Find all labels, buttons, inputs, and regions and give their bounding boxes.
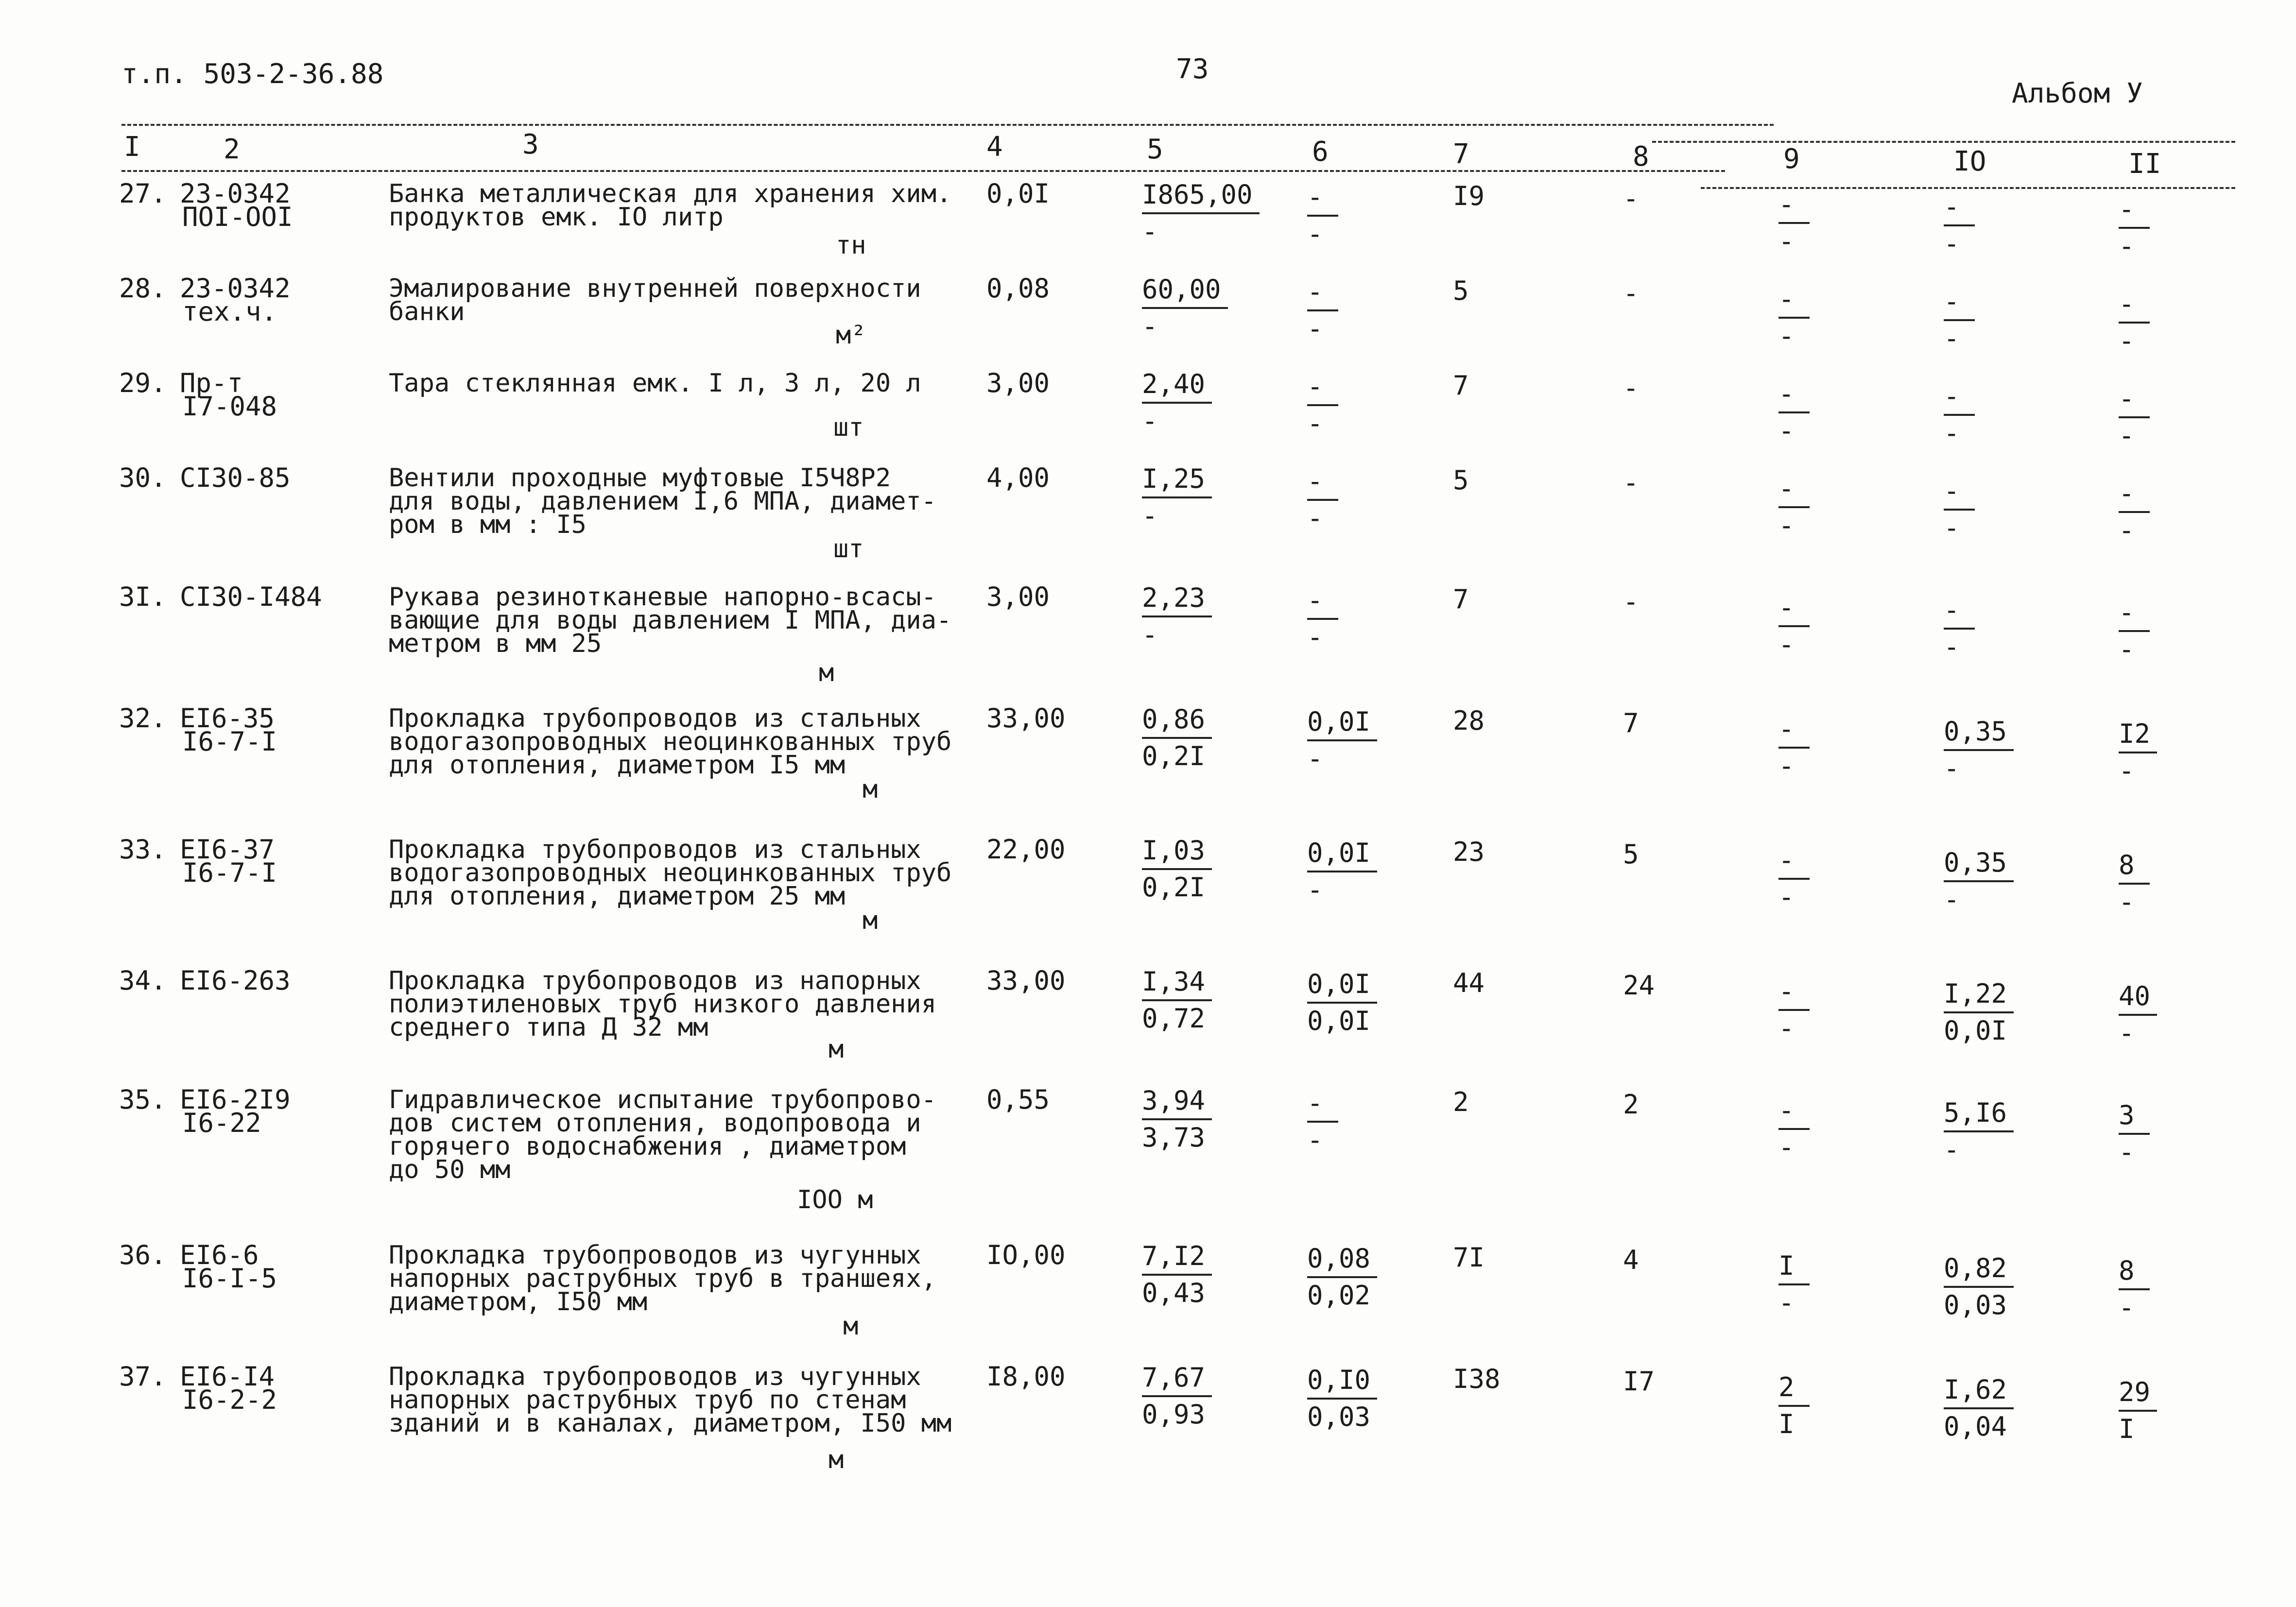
- row-col8: -: [1623, 373, 1639, 403]
- row-col9: [1778, 1093, 1810, 1165]
- row-col10-denominator: -: [1944, 228, 1960, 259]
- row-code: ЕI6-I4: [180, 1361, 275, 1392]
- row-col9-denominator: -: [1778, 882, 1795, 912]
- row-col11: [2119, 717, 2157, 788]
- row-cost-col6-numerator: 0,0I: [1307, 967, 1377, 1004]
- row-code: ЕI6-2I9: [180, 1084, 291, 1115]
- row-col9-denominator: -: [1778, 1287, 1795, 1318]
- row-cost-col6: [1307, 1086, 1338, 1158]
- row-quantity: I8,00: [986, 1361, 1066, 1392]
- row-col11-numerator: 8: [2119, 1253, 2150, 1290]
- row-col10-numerator: -: [1944, 593, 1975, 630]
- row-cost-unit-numerator: 7,I2: [1142, 1239, 1212, 1276]
- row-cost-unit-denominator: 0,72: [1142, 1003, 1206, 1034]
- row-cost-col6-denominator: 0,0I: [1307, 1006, 1371, 1036]
- row-col10-numerator: 0,35: [1944, 714, 2014, 751]
- row-col8: -: [1623, 278, 1639, 308]
- row-unit: м: [863, 906, 878, 935]
- row-cost-unit-denominator: 0,93: [1142, 1399, 1206, 1430]
- row-cost-col6-numerator: 0,I0: [1307, 1363, 1377, 1400]
- row-cost-col6: [1307, 836, 1377, 907]
- row-code: ЕI6-35: [180, 703, 275, 734]
- row-col10-denominator: 0,0I: [1944, 1015, 2007, 1046]
- row-cost-unit-numerator: I865,00: [1142, 177, 1260, 214]
- row-col9-denominator: -: [1778, 1132, 1795, 1163]
- row-col11-numerator: I2: [2119, 717, 2157, 753]
- row-col11-numerator: -: [2119, 381, 2150, 418]
- row-description: Рукава резинотканевые напорно-всасы- вающие для воды давлением I МПА, диа- метром в мм 25: [389, 582, 952, 658]
- row-col7: 7: [1453, 370, 1469, 401]
- row-cost-col6-denominator: -: [1307, 1125, 1323, 1155]
- row-code-secondary: I7-048: [182, 391, 277, 422]
- row-cost-unit-denominator: 0,2I: [1142, 872, 1206, 903]
- row-col9: [1778, 187, 1810, 259]
- row-cost-unit: [1142, 1083, 1212, 1155]
- row-description: Прокладка трубопроводов из напорных полиэтиленовых труб низкого давления среднего типа Д 32 мм: [389, 966, 937, 1042]
- row-cost-col6-denominator: 0,03: [1307, 1402, 1371, 1432]
- row-col11-numerator: 3: [2119, 1098, 2150, 1135]
- row-code: СI30-85: [180, 462, 291, 493]
- row-code-secondary: I6-I-5: [182, 1263, 277, 1294]
- row-cost-unit-numerator: I,25: [1142, 462, 1212, 498]
- row-col11-numerator: 8: [2119, 848, 2150, 885]
- row-cost-col6-numerator: -: [1307, 583, 1338, 620]
- row-col7: 28: [1453, 705, 1485, 736]
- row-col9-denominator: -: [1778, 1013, 1795, 1043]
- row-col8: -: [1623, 586, 1639, 617]
- row-col11: [2119, 595, 2150, 667]
- row-col10: [1944, 845, 2014, 917]
- row-col11: [2119, 192, 2150, 264]
- row-col9-denominator: -: [1778, 415, 1795, 446]
- row-unit: м: [819, 658, 834, 687]
- row-col7: I9: [1453, 181, 1485, 211]
- row-cost-col6-denominator: -: [1307, 408, 1323, 439]
- column-header-8: 8: [1633, 141, 1649, 172]
- row-cost-unit: [1142, 1239, 1212, 1311]
- row-cost-col6-numerator: 0,0I: [1307, 704, 1377, 741]
- row-col8: 7: [1623, 708, 1639, 738]
- row-cost-unit: [1142, 833, 1212, 905]
- row-col11-numerator: 29: [2119, 1375, 2157, 1412]
- album-label: Альбом У: [2012, 78, 2143, 109]
- row-col8: -: [1623, 183, 1639, 214]
- row-col10: [1944, 976, 2014, 1048]
- row-cost-unit-numerator: 60,00: [1142, 272, 1228, 309]
- row-cost-col6: [1307, 1241, 1377, 1313]
- row-col8: 2: [1623, 1089, 1639, 1120]
- row-cost-unit: [1142, 581, 1212, 652]
- row-col10-denominator: -: [1944, 632, 1960, 662]
- row-cost-col6-numerator: -: [1307, 1086, 1338, 1123]
- row-col9-numerator: -: [1778, 843, 1810, 880]
- row-cost-unit: [1142, 1360, 1212, 1432]
- row-col11-denominator: -: [2119, 231, 2135, 261]
- row-number: 34.: [119, 965, 167, 996]
- row-col8: 5: [1623, 839, 1639, 870]
- row-col10: [1944, 284, 1975, 356]
- row-col9-numerator: -: [1778, 590, 1810, 627]
- row-cost-unit: [1142, 177, 1260, 249]
- row-cost-col6-numerator: -: [1307, 369, 1338, 406]
- row-cost-unit: [1142, 367, 1212, 439]
- row-number: 35.: [119, 1084, 167, 1115]
- row-col10-numerator: I,22: [1944, 976, 2014, 1013]
- row-col9-numerator: -: [1778, 712, 1810, 749]
- row-col10: [1944, 1095, 2014, 1167]
- row-cost-unit-denominator: -: [1142, 619, 1158, 650]
- row-code-secondary: I6-22: [182, 1108, 261, 1138]
- row-col11-denominator: -: [2119, 515, 2135, 546]
- row-col11-denominator: -: [2119, 755, 2135, 786]
- row-number: 28.: [119, 273, 167, 304]
- row-col10: [1944, 1251, 2014, 1323]
- column-header-10: IO: [1953, 146, 1986, 177]
- row-col7: 23: [1453, 837, 1485, 867]
- row-quantity: 0,0I: [986, 178, 1050, 209]
- row-unit: м: [843, 1312, 859, 1341]
- row-col10-denominator: -: [1944, 753, 1960, 784]
- row-col10-numerator: -: [1944, 284, 1975, 321]
- row-col10: [1944, 1372, 2014, 1444]
- row-col9: [1778, 282, 1810, 354]
- row-quantity: 22,00: [986, 834, 1066, 865]
- row-col9: [1778, 1248, 1810, 1320]
- row-number: 27.: [119, 178, 167, 209]
- row-col9: [1778, 712, 1810, 784]
- row-col8: I7: [1623, 1366, 1655, 1397]
- row-col9: [1778, 843, 1810, 915]
- row-cost-col6-numerator: 0,08: [1307, 1241, 1377, 1278]
- row-unit: м: [863, 775, 878, 804]
- row-cost-col6: [1307, 369, 1338, 441]
- row-quantity: 33,00: [986, 965, 1066, 996]
- row-col9-denominator: -: [1778, 751, 1795, 781]
- row-cost-col6-denominator: -: [1307, 503, 1323, 533]
- row-code: Пр-т: [180, 368, 243, 398]
- row-col11-denominator: -: [2119, 1137, 2135, 1167]
- row-col9: [1778, 974, 1810, 1046]
- row-cost-col6: [1307, 180, 1338, 252]
- row-unit: м: [829, 1445, 844, 1474]
- column-header-5: 5: [1147, 134, 1163, 165]
- row-description: Эмалирование внутренней поверхности банки: [389, 274, 921, 326]
- row-col9-numerator: -: [1778, 974, 1810, 1011]
- row-description: Прокладка трубопроводов из чугунных напорных раструбных труб по стенам зданий и в каналах, диаметром, I50 мм: [389, 1362, 952, 1438]
- row-cost-col6: [1307, 274, 1338, 346]
- row-col9-numerator: -: [1778, 376, 1810, 413]
- row-col9-numerator: -: [1778, 471, 1810, 508]
- row-quantity: 4,00: [986, 462, 1050, 493]
- row-col10: [1944, 474, 1975, 546]
- row-col8: -: [1623, 467, 1639, 498]
- row-description: Тара стеклянная емк. I л, 3 л, 20 л: [389, 369, 921, 398]
- row-cost-col6-denominator: -: [1307, 622, 1323, 652]
- row-quantity: 3,00: [986, 581, 1050, 612]
- row-cost-unit-numerator: 2,40: [1142, 367, 1212, 404]
- row-description: Вентили проходные муфтовые I5Ч8Р2 для воды, давлением I,6 МПА, диамет- ром в мм : I5: [389, 463, 937, 539]
- row-col9-numerator: I: [1778, 1248, 1810, 1285]
- row-col9-denominator: -: [1778, 510, 1795, 541]
- row-code: СI30-I484: [180, 581, 322, 612]
- row-col11: [2119, 1253, 2150, 1325]
- row-col9-numerator: -: [1778, 282, 1810, 319]
- column-header-4: 4: [986, 131, 1003, 163]
- row-col9-numerator: -: [1778, 187, 1810, 224]
- row-code: ЕI6-263: [180, 965, 291, 996]
- row-code-secondary: I6-7-I: [182, 726, 277, 757]
- row-number: 37.: [119, 1361, 167, 1392]
- row-cost-col6-numerator: -: [1307, 180, 1338, 217]
- row-cost-col6-denominator: -: [1307, 874, 1323, 905]
- row-unit: шт: [833, 413, 864, 442]
- row-col10-numerator: I,62: [1944, 1372, 2014, 1409]
- row-col10-numerator: 0,82: [1944, 1251, 2014, 1288]
- row-cost-col6-numerator: -: [1307, 464, 1338, 501]
- column-header-9: 9: [1783, 143, 1800, 175]
- row-col8: 4: [1623, 1245, 1639, 1275]
- row-cost-unit-denominator: 3,73: [1142, 1122, 1206, 1153]
- row-col10-denominator: -: [1944, 1134, 1960, 1165]
- header-bottom-rule: [121, 170, 1725, 172]
- row-description: Прокладка трубопроводов из чугунных напорных раструбных труб в траншеях, диаметром, I50 мм: [389, 1241, 937, 1316]
- row-code: ЕI6-6: [180, 1240, 259, 1270]
- row-col10: [1944, 379, 1975, 451]
- row-col11-denominator: -: [2119, 634, 2135, 665]
- row-col10-numerator: 5,I6: [1944, 1095, 2014, 1132]
- row-col7: I38: [1453, 1364, 1501, 1394]
- row-cost-col6-denominator: 0,02: [1307, 1280, 1371, 1311]
- row-unit: шт: [833, 534, 864, 564]
- row-description: Прокладка трубопроводов из стальных водогазопроводных неоцинкованных труб для отопления, диаметром 25 мм: [389, 835, 952, 911]
- row-code: 23-0342: [180, 178, 291, 209]
- row-number: 36.: [119, 1240, 167, 1270]
- row-col11-numerator: -: [2119, 476, 2150, 513]
- row-col7: 7I: [1453, 1242, 1485, 1273]
- row-col7: 44: [1453, 968, 1485, 998]
- row-col9-denominator: I: [1778, 1409, 1795, 1439]
- row-cost-col6: [1307, 704, 1377, 776]
- row-col9-numerator: 2: [1778, 1370, 1810, 1407]
- row-col9-denominator: -: [1778, 226, 1795, 256]
- row-col10-denominator: 0,04: [1944, 1411, 2007, 1442]
- row-col10-numerator: -: [1944, 379, 1975, 416]
- row-cost-col6-denominator: -: [1307, 219, 1323, 249]
- row-quantity: 0,08: [986, 273, 1050, 304]
- row-col11-denominator: -: [2119, 1018, 2135, 1048]
- table-top-rule: [121, 124, 1774, 126]
- row-cost-col6-numerator: -: [1307, 274, 1338, 311]
- row-quantity: 3,00: [986, 368, 1050, 398]
- row-number: 33.: [119, 834, 167, 865]
- row-col11-denominator: I: [2119, 1414, 2135, 1444]
- column-header-11: II: [2128, 148, 2161, 180]
- row-col9-numerator: -: [1778, 1093, 1810, 1130]
- row-cost-unit-numerator: 7,67: [1142, 1360, 1212, 1397]
- row-cost-unit: [1142, 964, 1212, 1036]
- row-unit: м: [829, 1035, 844, 1064]
- row-cost-unit-denominator: 0,2I: [1142, 741, 1206, 771]
- row-col11: [2119, 381, 2150, 453]
- row-cost-unit: [1142, 702, 1212, 774]
- row-cost-col6: [1307, 967, 1377, 1039]
- row-col11: [2119, 1375, 2157, 1447]
- row-col9: [1778, 376, 1810, 448]
- row-col10: [1944, 593, 1975, 665]
- row-col7: 7: [1453, 584, 1469, 615]
- row-code-secondary: I6-2-2: [182, 1385, 277, 1415]
- column-header-1: I: [124, 131, 140, 163]
- row-col9-denominator: -: [1778, 629, 1795, 660]
- column-header-3: 3: [522, 129, 539, 160]
- row-cost-unit-numerator: I,03: [1142, 833, 1212, 870]
- row-col8: 24: [1623, 970, 1655, 1001]
- row-number: 32.: [119, 703, 167, 734]
- row-unit: IOO м: [797, 1185, 873, 1214]
- row-cost-unit-numerator: 0,86: [1142, 702, 1212, 739]
- row-quantity: IO,00: [986, 1240, 1066, 1270]
- row-unit: м²: [836, 321, 866, 350]
- row-col10-numerator: -: [1944, 474, 1975, 511]
- row-col11-numerator: 40: [2119, 979, 2157, 1016]
- row-col11: [2119, 1098, 2150, 1170]
- row-col11: [2119, 287, 2150, 359]
- row-col10-denominator: -: [1944, 513, 1960, 543]
- row-col7: 2: [1453, 1087, 1469, 1117]
- row-col9: [1778, 1370, 1810, 1442]
- row-col11: [2119, 476, 2150, 548]
- row-col11-numerator: -: [2119, 595, 2150, 632]
- row-quantity: 33,00: [986, 703, 1066, 734]
- row-cost-col6-denominator: -: [1307, 743, 1323, 774]
- row-col9-denominator: -: [1778, 321, 1795, 351]
- row-cost-unit: [1142, 462, 1212, 533]
- row-col11-numerator: -: [2119, 192, 2150, 229]
- row-col10: [1944, 189, 1975, 261]
- row-col7: 5: [1453, 275, 1469, 306]
- row-cost-unit-denominator: -: [1142, 406, 1158, 436]
- row-cost-col6-numerator: 0,0I: [1307, 836, 1377, 872]
- row-col10-denominator: 0,03: [1944, 1290, 2007, 1320]
- row-code-secondary: тех.ч.: [182, 296, 277, 327]
- row-number: 29.: [119, 368, 167, 398]
- row-col7: 5: [1453, 465, 1469, 496]
- row-code: 23-0342: [180, 273, 291, 304]
- row-cost-col6-denominator: -: [1307, 313, 1323, 344]
- row-col10-denominator: -: [1944, 884, 1960, 915]
- column-header-7: 7: [1453, 138, 1469, 170]
- row-description: Банка металлическая для хранения хим. продуктов емк. IO литр: [389, 179, 952, 232]
- row-cost-col6: [1307, 464, 1338, 536]
- row-description: Гидравлическое испытание трубопрово- дов систем отопления, водопровода и горячего водоснабжения , диаметром до 50 мм: [389, 1085, 937, 1184]
- row-code-secondary: I6-7-I: [182, 857, 277, 888]
- row-col11-denominator: -: [2119, 887, 2135, 917]
- row-col11: [2119, 979, 2157, 1051]
- row-col10-denominator: -: [1944, 323, 1960, 354]
- row-cost-unit-denominator: 0,43: [1142, 1278, 1206, 1308]
- row-code-secondary: ПОI-ООI: [182, 202, 293, 232]
- row-code: ЕI6-37: [180, 834, 275, 865]
- row-col11: [2119, 848, 2150, 920]
- row-cost-unit-denominator: -: [1142, 500, 1158, 531]
- row-cost-unit-denominator: -: [1142, 311, 1158, 342]
- row-cost-col6: [1307, 583, 1338, 655]
- row-number: 3I.: [119, 581, 167, 612]
- doc-reference: т.п. 503-2-36.88: [121, 58, 384, 90]
- row-col11-denominator: -: [2119, 325, 2135, 356]
- row-col11-denominator: -: [2119, 420, 2135, 451]
- row-number: 30.: [119, 462, 167, 493]
- column-header-2: 2: [224, 134, 240, 165]
- row-unit: тн: [836, 231, 866, 260]
- row-description: Прокладка трубопроводов из стальных водогазопроводных неоцинкованных труб для отопления, диаметром I5 мм: [389, 704, 952, 780]
- row-cost-unit: [1142, 272, 1228, 344]
- row-cost-unit-numerator: 2,23: [1142, 581, 1212, 617]
- column-header-6: 6: [1312, 136, 1329, 168]
- row-cost-unit-numerator: I,34: [1142, 964, 1212, 1001]
- row-col9: [1778, 590, 1810, 662]
- row-cost-unit-denominator: -: [1142, 216, 1158, 247]
- row-col11-numerator: -: [2119, 287, 2150, 324]
- row-col10-denominator: -: [1944, 418, 1960, 448]
- row-col10-numerator: 0,35: [1944, 845, 2014, 882]
- row-col11-denominator: -: [2119, 1292, 2135, 1323]
- row-cost-unit-numerator: 3,94: [1142, 1083, 1212, 1120]
- row-col9: [1778, 471, 1810, 543]
- page-number: 73: [1176, 53, 1209, 85]
- table-top-rule-right: [1652, 141, 2235, 143]
- row-quantity: 0,55: [986, 1084, 1050, 1115]
- row-col10: [1944, 714, 2014, 786]
- row-cost-col6: [1307, 1363, 1377, 1435]
- row-col10-numerator: -: [1944, 189, 1975, 226]
